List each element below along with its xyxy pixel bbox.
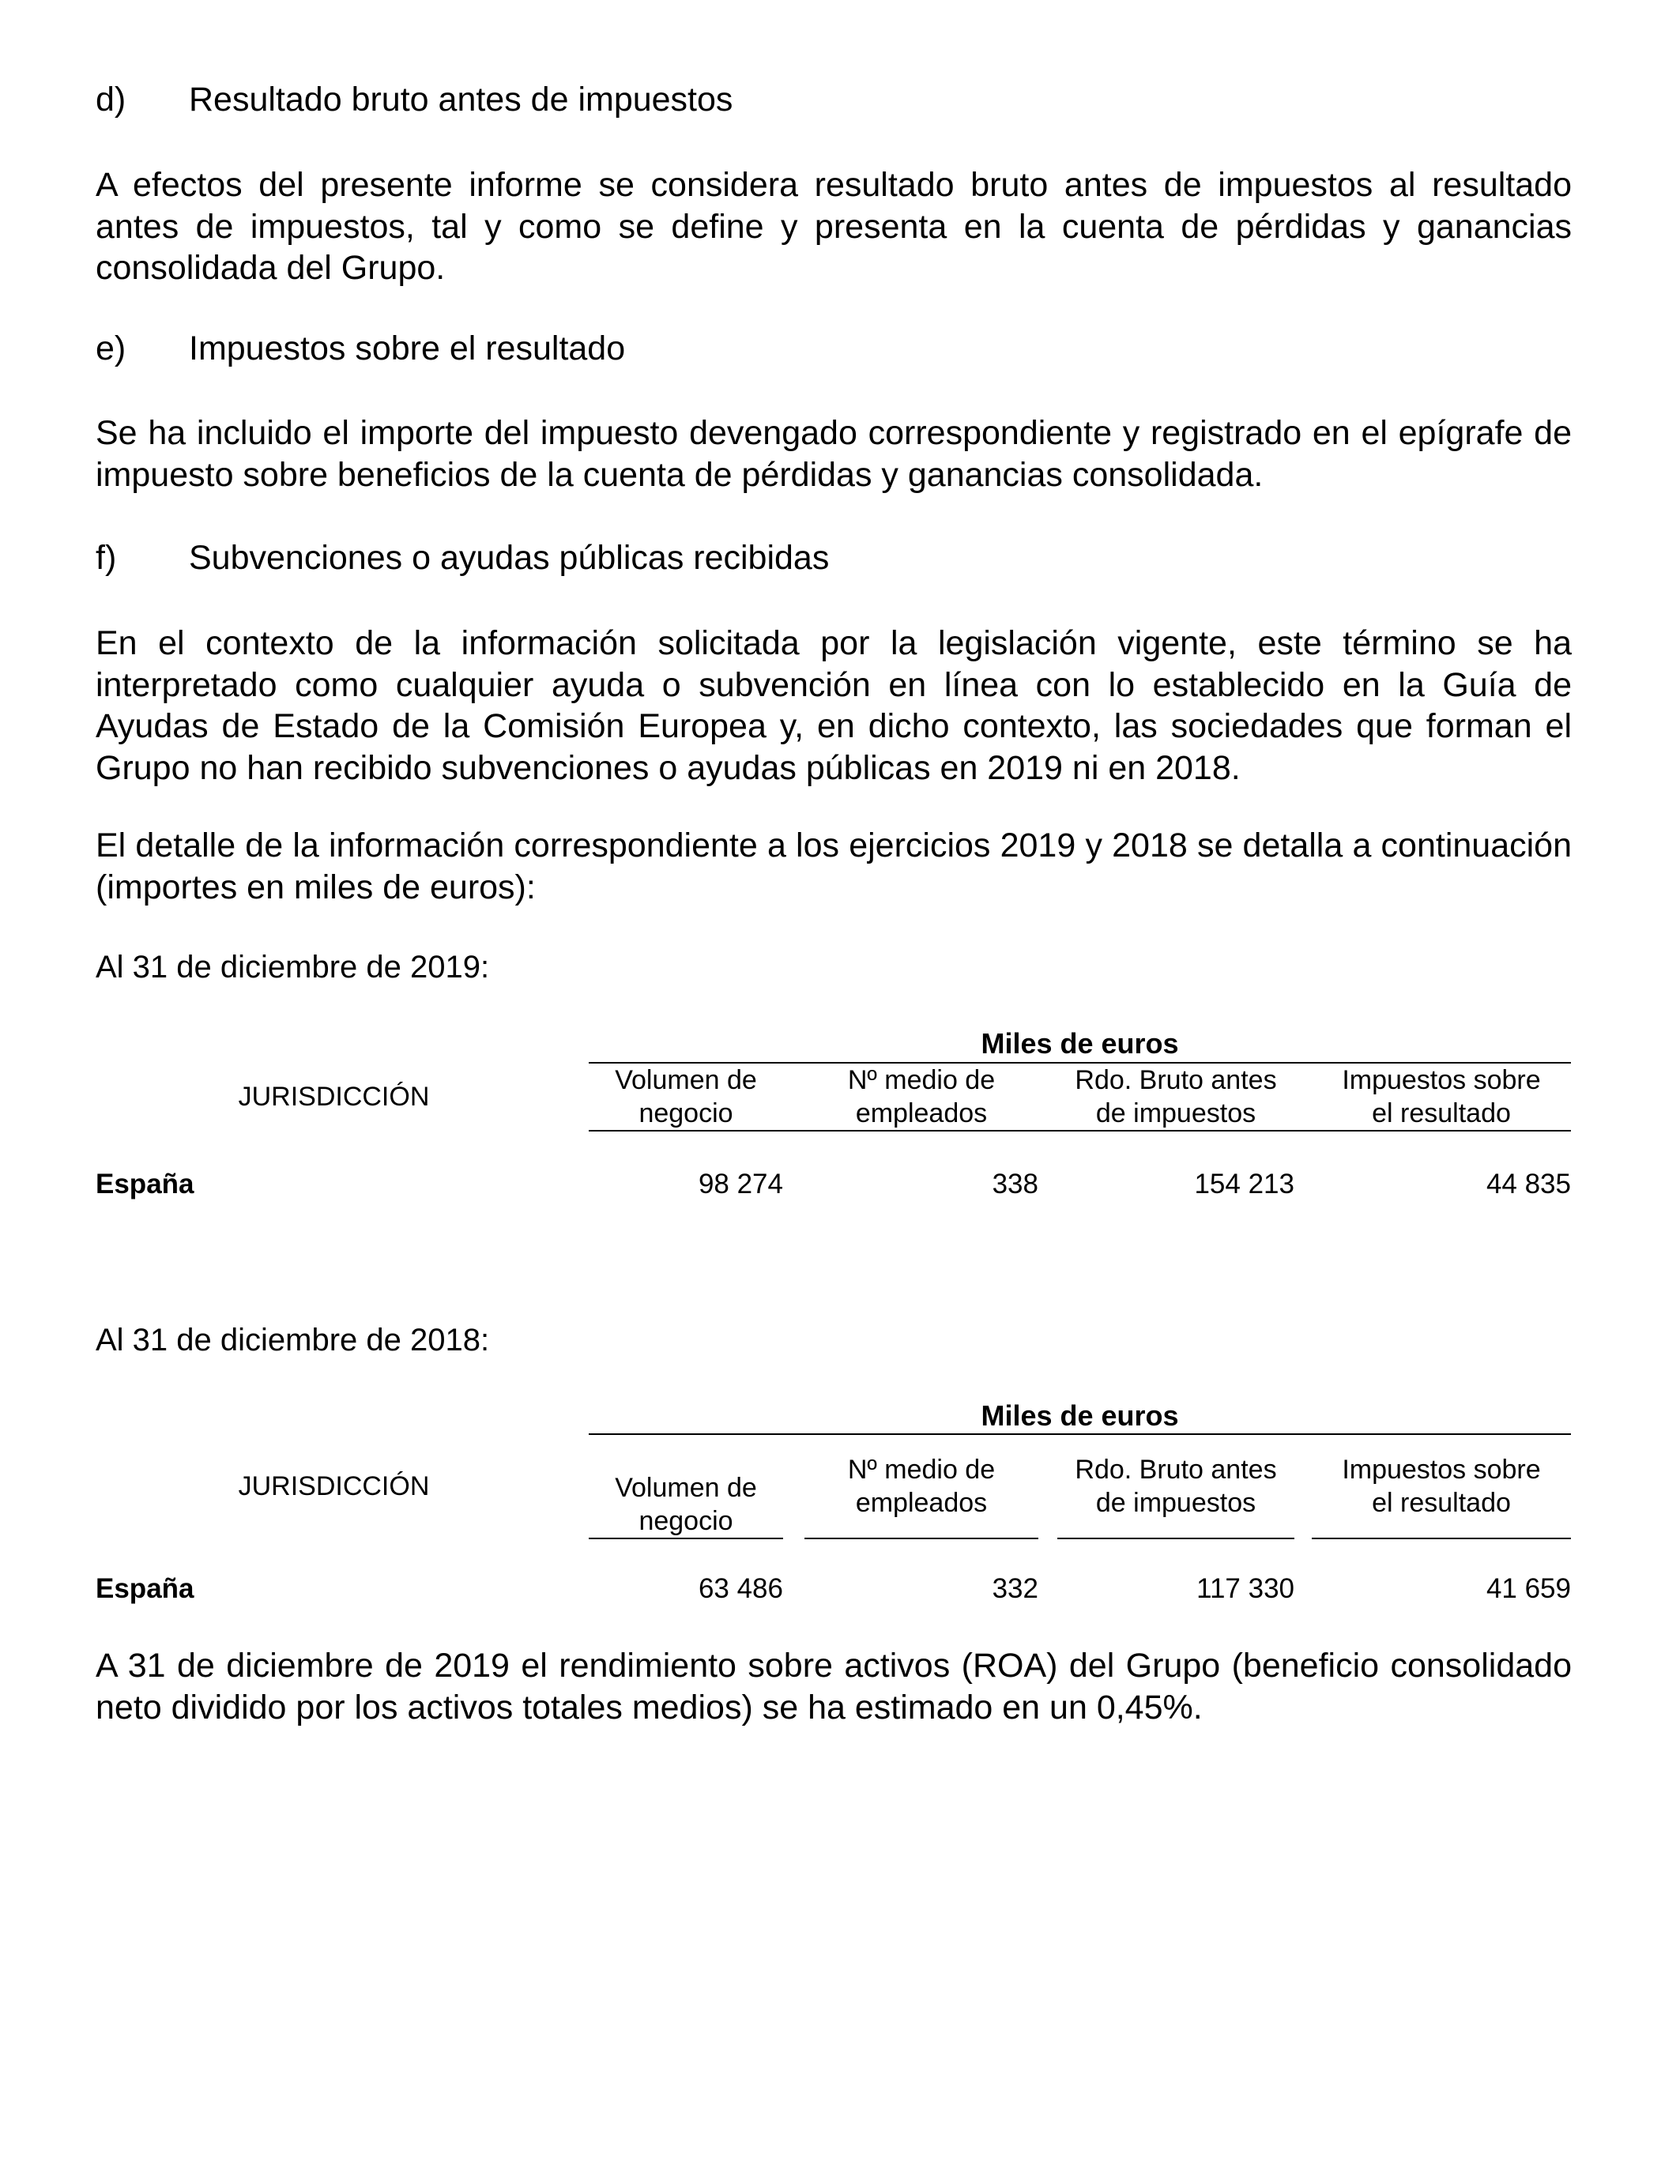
table-2019-col-2-header: Nº medio de empleados	[847, 1065, 996, 1128]
table-2019-cell-empleados: 338	[992, 1169, 1038, 1199]
table-2019-row-header: JURISDICCIÓN	[238, 1082, 430, 1112]
table-2018-cell-empleados: 332	[992, 1573, 1038, 1604]
table-2018-col-4-header: Impuestos sobre el resultado	[1342, 1455, 1541, 1518]
table-2019-row-label: España	[96, 1169, 194, 1199]
table-2019-col-4-header: Impuestos sobre el resultado	[1342, 1065, 1541, 1128]
table-2019-cell-rdo-bruto: 154 213	[1194, 1169, 1294, 1199]
table-2018-row-label: España	[96, 1573, 194, 1604]
table-2018-col-3-rule	[1057, 1538, 1294, 1539]
table-2019-caption: Al 31 de diciembre de 2019:	[96, 950, 490, 985]
table-2018-col-1-rule	[589, 1538, 783, 1539]
table-2018-col-1-header: Volumen de negocio	[615, 1473, 757, 1536]
table-2018-col-4-rule	[1312, 1538, 1571, 1539]
table-2019-cell-impuestos: 44 835	[1486, 1169, 1571, 1199]
section-f-paragraph-1: En el contexto de la información solicitada por la legislación vigente, este término se ha interpretado como cualquier ayuda o subvención en línea con lo establecido en la Guía de Ayudas de Estado de la Comisión Europea y, en dicho contexto, las sociedades que forman el Grupo no han recibido subvenciones o ayudas públicas en 2019 ni en 2018.	[96, 624, 1572, 787]
table-2018-group-header: Miles de euros	[981, 1399, 1179, 1432]
table-2018-group-rule	[589, 1433, 1571, 1435]
section-d-letter: d)	[96, 81, 126, 119]
section-f-heading	[96, 537, 1044, 578]
table-2018-cell-volumen: 63 486	[698, 1573, 783, 1604]
section-e-letter: e)	[96, 329, 126, 367]
table-2018-row-header: JURISDICCIÓN	[238, 1471, 430, 1501]
section-e-heading	[96, 328, 1044, 369]
table-2019-col-3-header: Rdo. Bruto antes de impuestos	[1075, 1065, 1277, 1128]
table-2019-cell-volumen: 98 274	[698, 1169, 783, 1199]
section-f-letter: f)	[96, 539, 117, 577]
table-2018-col-3-header: Rdo. Bruto antes de impuestos	[1075, 1455, 1277, 1518]
table-2018-caption: Al 31 de diciembre de 2018:	[96, 1323, 490, 1357]
table-2019-header-rule	[589, 1130, 1571, 1132]
section-f-title: Subvenciones o ayudas públicas recibidas	[189, 539, 830, 577]
table-2018-cell-impuestos: 41 659	[1486, 1573, 1571, 1604]
table-2018-col-2-rule	[804, 1538, 1038, 1539]
section-d-paragraph: A efectos del presente informe se considera resultado bruto antes de impuestos al resultado antes de impuestos, tal y como se define y presenta en la cuenta de pérdidas y ganancias consolidada del Grupo.	[96, 166, 1572, 287]
closing-paragraph: A 31 de diciembre de 2019 el rendimiento sobre activos (ROA) del Grupo (beneficio consolidado neto dividido por los activos totales medios) se ha estimado en un 0,45%.	[96, 1647, 1572, 1726]
table-2019-col-1-header: Volumen de negocio	[615, 1065, 757, 1128]
table-2019-group-header: Miles de euros	[981, 1027, 1179, 1060]
table-2018-cell-rdo-bruto: 117 330	[1196, 1573, 1294, 1604]
section-d-title: Resultado bruto antes de impuestos	[189, 81, 733, 119]
section-e-paragraph: Se ha incluido el importe del impuesto devengado correspondiente y registrado en el epígrafe de impuesto sobre beneficios de la cuenta de pérdidas y ganancias consolidada.	[96, 414, 1572, 494]
section-f-paragraph-2: El detalle de la información correspondiente a los ejercicios 2019 y 2018 se detalla a continuación (importes en miles de euros):	[96, 827, 1572, 906]
section-d-heading	[96, 79, 1044, 120]
table-2018-col-2-header: Nº medio de empleados	[847, 1455, 996, 1518]
section-e-title: Impuestos sobre el resultado	[189, 329, 626, 367]
